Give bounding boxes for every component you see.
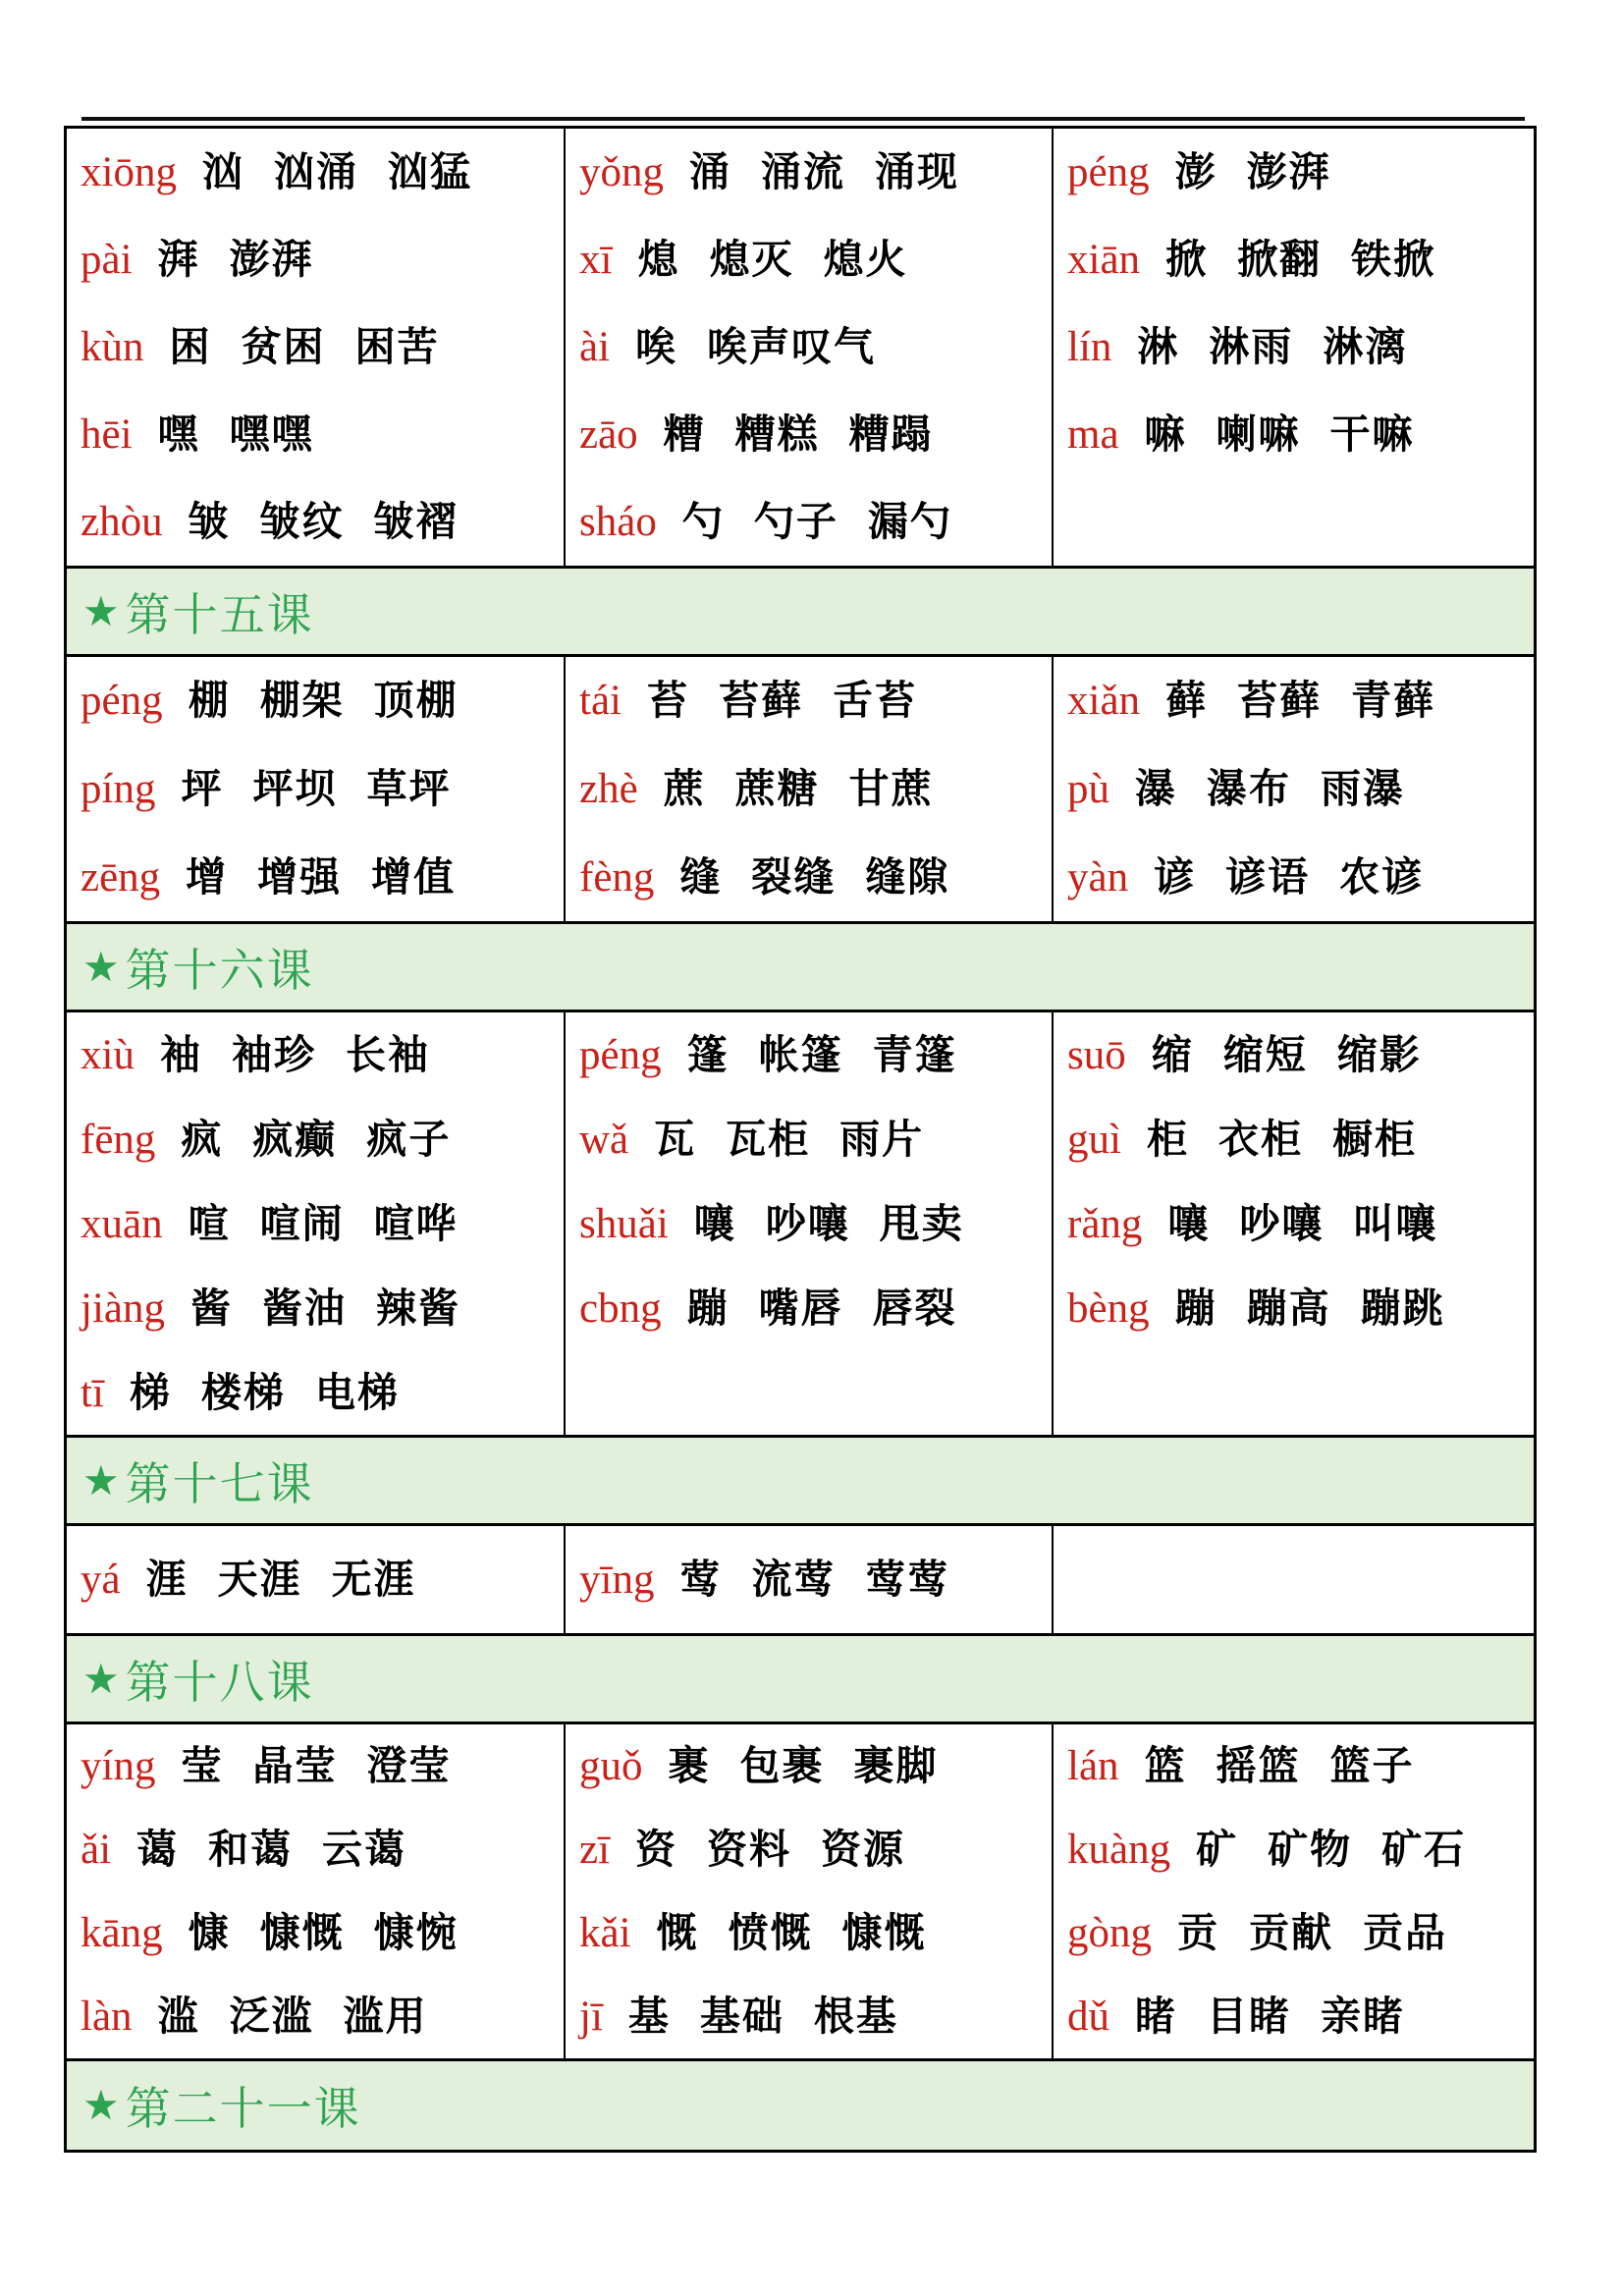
- hanzi-word: 谚语: [1225, 853, 1311, 900]
- vocab-entry: [67, 129, 564, 216]
- vocab-entry: [67, 833, 564, 921]
- hanzi-word: 糟: [663, 411, 706, 457]
- table-top-double-border: [81, 117, 1525, 121]
- vocab-entry: [1054, 833, 1534, 921]
- hanzi-word: 篮子: [1329, 1743, 1415, 1788]
- hanzi-word: 袖: [159, 1031, 202, 1077]
- pinyin-label: xiù: [81, 1031, 135, 1078]
- vocab-entry: [1054, 1891, 1534, 1975]
- hanzi-word: 唇裂: [872, 1285, 957, 1331]
- vocab-entry: [67, 391, 564, 478]
- table-cell: [67, 657, 566, 921]
- table-cell: [1054, 1012, 1534, 1435]
- vocab-entry: [67, 1012, 564, 1097]
- hanzi-word: 柜: [1146, 1116, 1189, 1162]
- hanzi-word: 滥用: [343, 1994, 428, 2039]
- lesson-header: [67, 924, 1534, 1012]
- vocab-entry: [1054, 1012, 1534, 1097]
- hanzi-word: 藓: [1165, 678, 1209, 724]
- hanzi-word: 谚: [1154, 853, 1197, 900]
- star-icon: ★: [82, 1655, 122, 1702]
- lesson-header: [67, 1438, 1534, 1526]
- hanzi-word: 困: [169, 324, 212, 369]
- table-cell: [566, 1012, 1054, 1435]
- star-icon: ★: [82, 2082, 122, 2128]
- pinyin-label: ǎi: [81, 1827, 112, 1873]
- vocab-entry: [566, 1891, 1052, 1975]
- pinyin-label: fèng: [579, 853, 655, 901]
- hanzi-word: 坪: [181, 765, 224, 811]
- hanzi-word: 勺子: [753, 499, 839, 544]
- hanzi-word: 苔: [646, 678, 689, 724]
- pinyin-label: pù: [1067, 765, 1109, 812]
- lesson-header: [67, 1636, 1534, 1724]
- hanzi-word: 酱: [189, 1285, 233, 1331]
- vocab-entry: [566, 303, 1052, 391]
- vocab-entry: [67, 1181, 564, 1266]
- hanzi-word: 瓦: [654, 1116, 697, 1162]
- pinyin-label: làn: [81, 1994, 133, 2040]
- hanzi-word: 熄: [637, 237, 680, 282]
- hanzi-word: 雨片: [839, 1116, 925, 1162]
- pinyin-label: ài: [579, 324, 611, 370]
- hanzi-word: 楼梯: [200, 1369, 286, 1415]
- hanzi-word: 矿石: [1381, 1827, 1467, 1872]
- hanzi-word: 苔藓: [1237, 678, 1323, 724]
- pinyin-label: gòng: [1067, 1910, 1152, 1956]
- hanzi-word: 棚架: [259, 678, 345, 724]
- hanzi-word: 吵嚷: [765, 1200, 850, 1246]
- hanzi-word: 蹦: [1174, 1285, 1217, 1331]
- hanzi-word: 熄灭: [709, 237, 794, 282]
- table-cell: [1054, 1526, 1534, 1633]
- hanzi-word: 目睹: [1207, 1994, 1291, 2039]
- hanzi-word: 滥: [157, 1994, 200, 2039]
- vocab-entry: [566, 1266, 1052, 1350]
- vocab-block: [67, 1526, 1534, 1636]
- lesson-header: [67, 569, 1534, 657]
- pinyin-label: dǔ: [1067, 1994, 1109, 2040]
- hanzi-word: 莹: [181, 1743, 224, 1788]
- pinyin-label: tái: [579, 678, 622, 725]
- pinyin-label: zēng: [81, 853, 161, 901]
- vocab-table: [64, 126, 1537, 2153]
- hanzi-word: 困苦: [354, 324, 440, 369]
- hanzi-word: 干嘛: [1329, 411, 1415, 457]
- vocab-entry: [67, 1808, 564, 1891]
- table-cell: [67, 1012, 566, 1435]
- pinyin-label: lán: [1067, 1743, 1119, 1789]
- pinyin-label: píng: [81, 765, 156, 812]
- hanzi-word: 帐篷: [758, 1031, 843, 1077]
- pinyin-label: tī: [81, 1369, 104, 1416]
- vocab-entry: [1054, 303, 1534, 391]
- hanzi-word: 涌现: [875, 149, 959, 194]
- vocab-entry: [1054, 1808, 1534, 1891]
- vocab-entry: [1054, 216, 1534, 303]
- hanzi-word: 汹: [201, 149, 244, 194]
- vocab-entry: [1054, 1724, 1534, 1808]
- pinyin-label: kǎi: [579, 1910, 631, 1956]
- pinyin-label: jī: [579, 1994, 603, 2040]
- hanzi-word: 糟糕: [734, 411, 820, 457]
- table-cell: [566, 129, 1054, 566]
- hanzi-word: 淋漓: [1323, 324, 1408, 369]
- table-cell: [1054, 657, 1534, 921]
- hanzi-word: 梯: [129, 1369, 172, 1415]
- hanzi-word: 慨: [656, 1910, 699, 1955]
- vocab-entry: [1054, 1266, 1534, 1350]
- hanzi-word: 蔼: [136, 1827, 180, 1872]
- pinyin-label: yá: [81, 1557, 121, 1603]
- table-cell: [1054, 129, 1534, 566]
- table-cell: [67, 1724, 566, 2058]
- vocab-entry: [1054, 391, 1534, 478]
- vocab-entry: [1054, 657, 1534, 745]
- hanzi-word: 资料: [707, 1827, 792, 1872]
- hanzi-word: 蹦: [686, 1285, 730, 1331]
- vocab-entry: [67, 1266, 564, 1350]
- hanzi-word: 澎湃: [229, 237, 314, 282]
- vocab-block: [67, 1012, 1534, 1438]
- vocab-block: [67, 129, 1534, 569]
- pinyin-label: pài: [81, 237, 133, 283]
- hanzi-word: 袖珍: [231, 1031, 316, 1077]
- hanzi-word: 无涯: [331, 1557, 416, 1602]
- lesson-header-label: 第十七课: [125, 1457, 314, 1509]
- hanzi-word: 贡献: [1249, 1910, 1333, 1955]
- vocab-entry: [566, 1975, 1052, 2058]
- table-cell: [1054, 1724, 1534, 2058]
- hanzi-word: 疯癫: [252, 1116, 338, 1162]
- hanzi-word: 缩短: [1222, 1031, 1308, 1077]
- hanzi-word: 基: [627, 1994, 671, 2039]
- hanzi-word: 蹦跳: [1360, 1285, 1445, 1331]
- lesson-header-label: 第十六课: [125, 944, 314, 996]
- vocab-entry: [67, 745, 564, 834]
- hanzi-word: 掀: [1165, 237, 1209, 282]
- vocab-entry: [566, 391, 1052, 478]
- lesson-header-label: 第十八课: [125, 1656, 314, 1708]
- pinyin-label: kuàng: [1067, 1827, 1171, 1873]
- vocab-entry: [566, 657, 1052, 745]
- hanzi-word: 莺莺: [865, 1557, 950, 1602]
- pinyin-label: zāo: [579, 411, 638, 458]
- pinyin-label: xiōng: [81, 149, 177, 195]
- hanzi-word: 铁掀: [1351, 237, 1436, 282]
- hanzi-word: 汹猛: [387, 149, 472, 194]
- pinyin-label: yíng: [81, 1743, 156, 1789]
- table-cell: [566, 1526, 1054, 1633]
- vocab-entry: [566, 1724, 1052, 1808]
- pinyin-label: hēi: [81, 411, 133, 458]
- pinyin-label: lín: [1067, 324, 1112, 370]
- vocab-entry: [67, 1724, 564, 1808]
- hanzi-word: 贡: [1177, 1910, 1219, 1955]
- hanzi-word: 甩卖: [879, 1200, 964, 1246]
- pinyin-label: péng: [81, 678, 163, 725]
- vocab-entry: [1054, 745, 1534, 834]
- vocab-entry: [1054, 129, 1534, 216]
- table-cell: [566, 1724, 1054, 2058]
- hanzi-word: 资: [635, 1827, 678, 1872]
- hanzi-word: 橱柜: [1331, 1116, 1417, 1162]
- hanzi-word: 澎湃: [1246, 149, 1331, 194]
- hanzi-word: 泛滥: [229, 1994, 314, 2039]
- hanzi-word: 吵嚷: [1239, 1200, 1325, 1246]
- hanzi-word: 贡品: [1363, 1910, 1447, 1955]
- pinyin-label: cbng: [579, 1285, 662, 1332]
- pinyin-label: jiàng: [81, 1285, 165, 1332]
- hanzi-word: 裹脚: [853, 1743, 939, 1788]
- hanzi-word: 嚷: [1167, 1200, 1211, 1246]
- table-cell: [67, 129, 566, 566]
- hanzi-word: 糟蹋: [848, 411, 934, 457]
- pinyin-label: wǎ: [579, 1116, 629, 1163]
- hanzi-word: 瀑布: [1207, 765, 1291, 811]
- pinyin-label: kùn: [81, 324, 144, 370]
- hanzi-word: 苔藓: [718, 678, 803, 724]
- pinyin-label: bèng: [1067, 1285, 1150, 1332]
- hanzi-word: 缝: [679, 853, 723, 900]
- hanzi-word: 和蔼: [208, 1827, 294, 1872]
- pinyin-label: péng: [579, 1031, 662, 1078]
- pinyin-label: ma: [1067, 411, 1119, 458]
- pinyin-label: guǒ: [579, 1743, 643, 1789]
- lesson-header: [67, 2061, 1534, 2150]
- hanzi-word: 嘿嘿: [229, 411, 314, 457]
- hanzi-word: 嚷: [693, 1200, 736, 1246]
- hanzi-word: 蔗: [663, 765, 706, 811]
- pinyin-label: fēng: [81, 1116, 156, 1163]
- hanzi-word: 漏勺: [867, 499, 952, 544]
- vocab-entry: [566, 129, 1052, 216]
- hanzi-word: 青篷: [872, 1031, 957, 1077]
- hanzi-word: 缩影: [1336, 1031, 1422, 1077]
- hanzi-word: 莺: [679, 1557, 723, 1602]
- hanzi-word: 睹: [1135, 1994, 1177, 2039]
- vocab-entry: [566, 1012, 1052, 1097]
- hanzi-word: 皱: [188, 499, 231, 544]
- vocab-entry: [566, 833, 1052, 921]
- pinyin-label: xiān: [1067, 237, 1141, 283]
- hanzi-word: 慷慨: [259, 1910, 345, 1955]
- hanzi-word: 矿: [1196, 1827, 1239, 1872]
- hanzi-word: 皱纹: [259, 499, 345, 544]
- hanzi-word: 疯子: [366, 1116, 452, 1162]
- hanzi-word: 资源: [821, 1827, 906, 1872]
- vocab-entry: [1054, 1097, 1534, 1181]
- vocab-entry: [566, 745, 1052, 834]
- pinyin-label: zhè: [579, 765, 638, 812]
- pinyin-label: zhòu: [81, 499, 163, 545]
- hanzi-word: 农谚: [1339, 853, 1425, 900]
- hanzi-word: 增: [186, 853, 229, 900]
- hanzi-word: 勺: [681, 499, 725, 544]
- hanzi-word: 长袖: [345, 1031, 430, 1077]
- vocab-entry: [566, 478, 1052, 566]
- pinyin-label: xuān: [81, 1200, 163, 1247]
- vocab-entry: [1054, 1975, 1534, 2058]
- hanzi-word: 草坪: [366, 765, 452, 811]
- hanzi-word: 雨瀑: [1321, 765, 1405, 811]
- hanzi-word: 天涯: [217, 1557, 302, 1602]
- star-icon: ★: [82, 1456, 122, 1503]
- pinyin-label: sháo: [579, 499, 657, 545]
- hanzi-word: 唉声叹气: [707, 324, 877, 369]
- hanzi-word: 缩: [1151, 1031, 1194, 1077]
- pinyin-label: shuǎi: [579, 1200, 669, 1247]
- hanzi-word: 流莺: [751, 1557, 837, 1602]
- hanzi-word: 矿物: [1268, 1827, 1353, 1872]
- vocab-entry: [67, 303, 564, 391]
- pinyin-label: guì: [1067, 1116, 1121, 1163]
- table-cell: [566, 657, 1054, 921]
- hanzi-word: 熄火: [823, 237, 908, 282]
- pinyin-label: xī: [579, 237, 613, 283]
- hanzi-word: 淋: [1137, 324, 1180, 369]
- hanzi-word: 衣柜: [1217, 1116, 1303, 1162]
- hanzi-word: 舌苔: [832, 678, 917, 724]
- hanzi-word: 涯: [145, 1557, 189, 1602]
- vocab-entry: [67, 478, 564, 566]
- hanzi-word: 云蔼: [322, 1827, 407, 1872]
- hanzi-word: 慷: [188, 1910, 231, 1955]
- hanzi-word: 基础: [699, 1994, 784, 2039]
- hanzi-word: 顶棚: [373, 678, 459, 724]
- hanzi-word: 贫困: [241, 324, 326, 369]
- pinyin-label: yàn: [1067, 853, 1129, 901]
- hanzi-word: 裂缝: [751, 853, 837, 900]
- hanzi-word: 瀑: [1135, 765, 1177, 811]
- pinyin-label: yīng: [579, 1557, 655, 1603]
- hanzi-word: 愤慨: [728, 1910, 813, 1955]
- hanzi-word: 酱油: [261, 1285, 347, 1331]
- pinyin-label: yǒng: [579, 149, 664, 195]
- hanzi-word: 甘蔗: [848, 765, 934, 811]
- hanzi-word: 篷: [686, 1031, 730, 1077]
- hanzi-word: 澄莹: [366, 1743, 452, 1788]
- hanzi-word: 篮: [1144, 1743, 1187, 1788]
- vocab-entry: [1054, 1181, 1534, 1266]
- vocab-entry: [566, 216, 1052, 303]
- hanzi-word: 涌: [689, 149, 731, 194]
- vocab-entry: [566, 1097, 1052, 1181]
- hanzi-word: 亲睹: [1321, 1994, 1405, 2039]
- pinyin-label: rǎng: [1067, 1200, 1143, 1247]
- hanzi-word: 坪坝: [252, 765, 338, 811]
- hanzi-word: 青藓: [1351, 678, 1436, 724]
- hanzi-word: 澎: [1174, 149, 1217, 194]
- vocab-entry: [67, 1526, 564, 1633]
- hanzi-word: 裹: [668, 1743, 711, 1788]
- hanzi-word: 汹涌: [273, 149, 358, 194]
- vocab-block: [67, 657, 1534, 924]
- hanzi-word: 嘴唇: [758, 1285, 843, 1331]
- pinyin-label: péng: [1067, 149, 1150, 195]
- hanzi-word: 唉: [635, 324, 678, 369]
- hanzi-word: 瓦柜: [726, 1116, 811, 1162]
- hanzi-word: 喇嘛: [1216, 411, 1301, 457]
- lesson-header-label: 第二十一课: [125, 2083, 361, 2134]
- vocab-entry: [566, 1181, 1052, 1266]
- hanzi-word: 喧: [188, 1200, 231, 1246]
- hanzi-word: 皱褶: [373, 499, 459, 544]
- pinyin-label: xiǎn: [1067, 678, 1141, 725]
- table-cell: [67, 1526, 566, 1633]
- hanzi-word: 包裹: [739, 1743, 825, 1788]
- hanzi-word: 晶莹: [252, 1743, 338, 1788]
- hanzi-word: 增强: [257, 853, 343, 900]
- hanzi-word: 根基: [813, 1994, 898, 2039]
- hanzi-word: 摇篮: [1216, 1743, 1301, 1788]
- pinyin-label: zī: [579, 1827, 611, 1873]
- pinyin-label: kāng: [81, 1910, 163, 1956]
- hanzi-word: 涌流: [761, 149, 845, 194]
- hanzi-word: 辣酱: [375, 1285, 460, 1331]
- hanzi-word: 淋雨: [1209, 324, 1294, 369]
- vocab-entry: [67, 216, 564, 303]
- hanzi-word: 湃: [157, 237, 200, 282]
- vocab-entry: [67, 1350, 564, 1435]
- hanzi-word: 慷惋: [373, 1910, 459, 1955]
- hanzi-word: 蔗糖: [734, 765, 820, 811]
- hanzi-word: 喧闹: [259, 1200, 345, 1246]
- star-icon: ★: [82, 587, 122, 634]
- hanzi-word: 电梯: [314, 1369, 400, 1415]
- vocab-entry: [67, 1097, 564, 1181]
- vocab-entry: [566, 1526, 1052, 1633]
- vocab-block: [67, 1724, 1534, 2061]
- vocab-entry: [67, 1975, 564, 2058]
- star-icon: ★: [82, 943, 122, 990]
- hanzi-word: 缝隙: [865, 853, 950, 900]
- hanzi-word: 叫嚷: [1353, 1200, 1438, 1246]
- lesson-header-label: 第十五课: [125, 588, 314, 640]
- hanzi-word: 嘿: [157, 411, 200, 457]
- hanzi-word: 增值: [371, 853, 457, 900]
- hanzi-word: 棚: [188, 678, 231, 724]
- vocab-entry: [566, 1808, 1052, 1891]
- vocab-entry: [67, 1891, 564, 1975]
- pinyin-label: suō: [1067, 1031, 1126, 1078]
- hanzi-word: 掀翻: [1237, 237, 1323, 282]
- hanzi-word: 喧哗: [373, 1200, 459, 1246]
- hanzi-word: 慷慨: [841, 1910, 927, 1955]
- hanzi-word: 疯: [181, 1116, 224, 1162]
- hanzi-word: 嘛: [1144, 411, 1187, 457]
- vocab-entry: [67, 657, 564, 745]
- hanzi-word: 蹦高: [1246, 1285, 1331, 1331]
